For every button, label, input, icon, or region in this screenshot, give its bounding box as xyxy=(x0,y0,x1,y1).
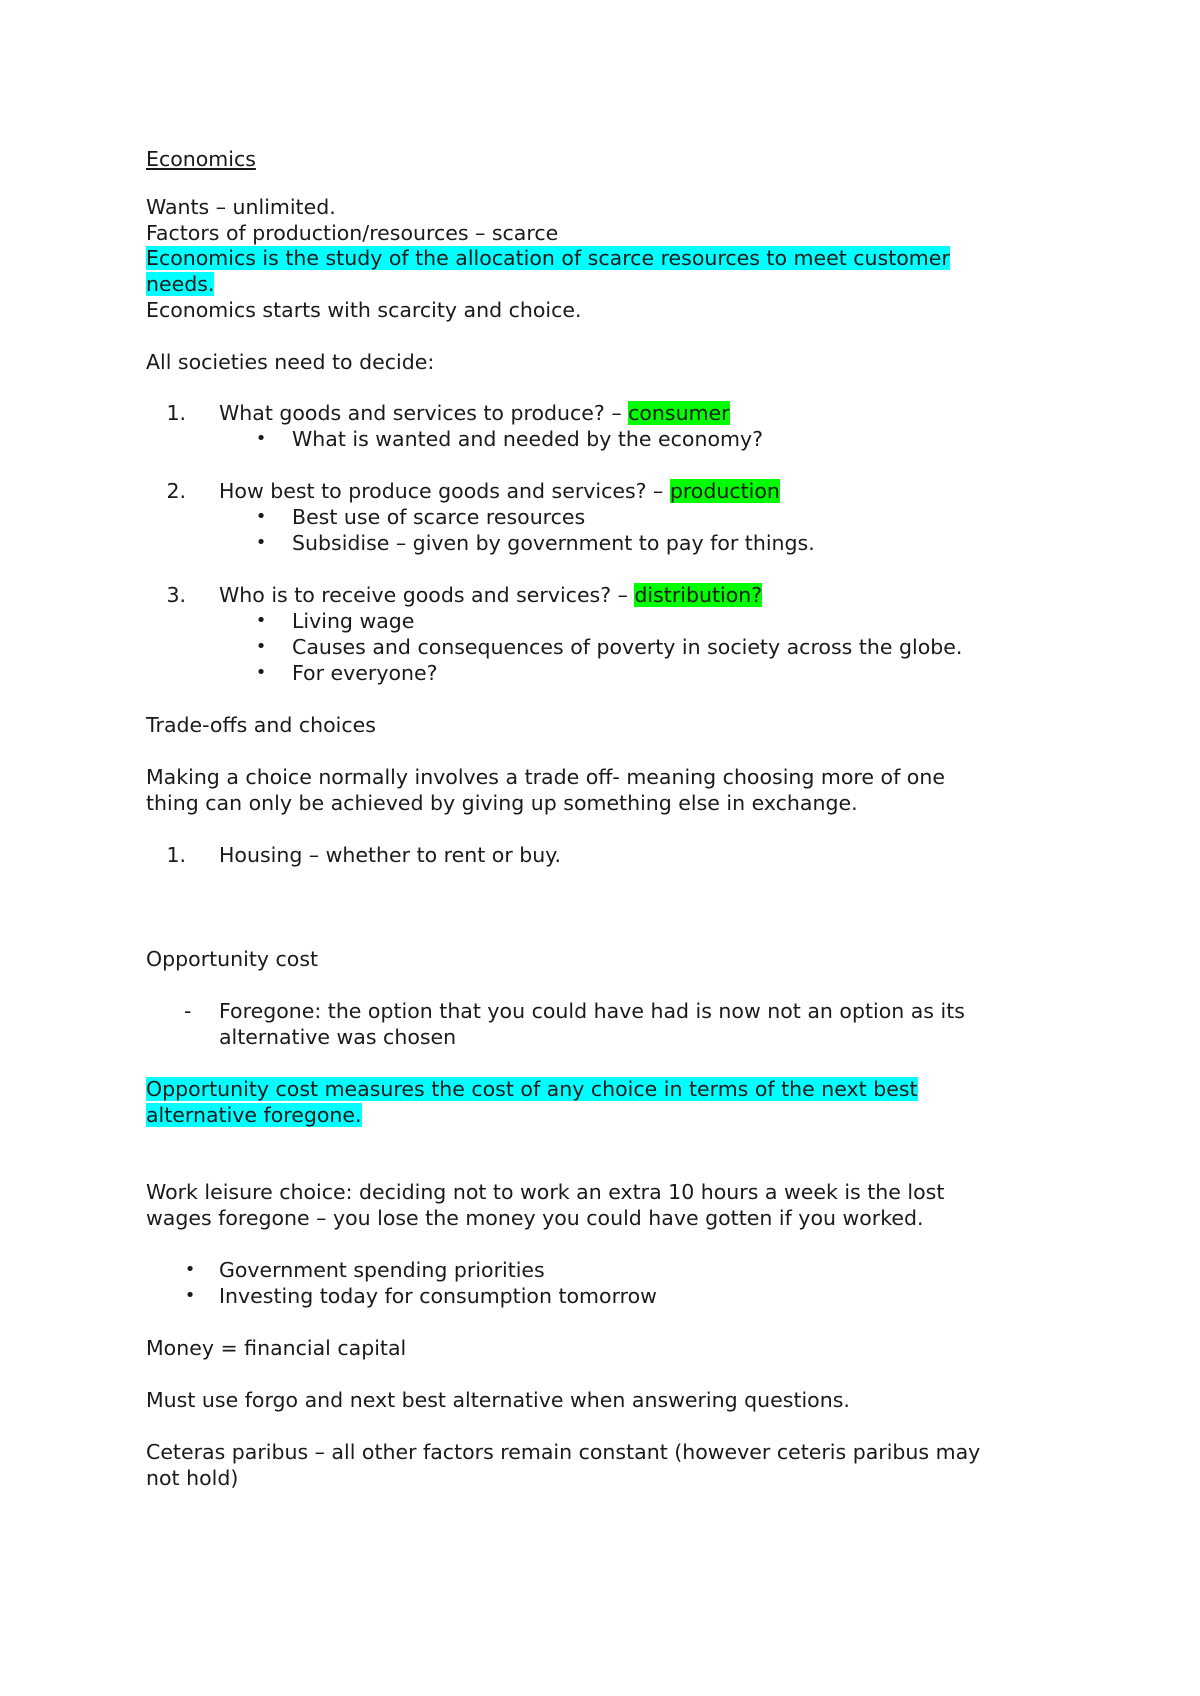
opportunity-definition-line-2 xyxy=(146,1102,362,1128)
item-text: Housing – whether to rent or buy. xyxy=(219,843,562,867)
bullet-icon: • xyxy=(184,1285,196,1306)
bullet-icon: • xyxy=(255,636,267,657)
tradeoffs-para-line-2: thing can only be achieved by giving up something else in exchange. xyxy=(146,791,858,815)
highlight-cyan: needs. xyxy=(146,272,215,296)
opportunity-heading: Opportunity cost xyxy=(146,947,319,971)
list-number: 3. xyxy=(166,583,186,607)
list-number: 1. xyxy=(166,401,186,425)
starts-line: Economics starts with scarcity and choice. xyxy=(146,298,582,322)
must-use-line: Must use forgo and next best alternative when answering questions. xyxy=(146,1388,850,1412)
bullet-text: Causes and consequences of poverty in society across the globe. xyxy=(292,635,963,659)
question-text: Who is to receive goods and services? – xyxy=(219,583,635,607)
question-text: How best to produce goods and services? – xyxy=(219,479,670,503)
list-number: 1. xyxy=(166,843,186,867)
societies-heading: All societies need to decide: xyxy=(146,350,435,374)
tradeoffs-para-line-1: Making a choice normally involves a trade off- meaning choosing more of one xyxy=(146,765,945,789)
work-leisure-line-1: Work leisure choice: deciding not to work an extra 10 hours a week is the lost xyxy=(146,1180,945,1204)
definition-line-1 xyxy=(146,245,950,271)
bullet-text: Government spending priorities xyxy=(219,1258,545,1282)
highlight-cyan: Opportunity cost measures the cost of any choice in terms of the next best xyxy=(146,1077,918,1101)
highlight-green: production xyxy=(669,479,780,503)
doc-title: Economics xyxy=(146,147,256,171)
bullet-text: Best use of scarce resources xyxy=(292,505,586,529)
bullet-text: Investing today for consumption tomorrow xyxy=(219,1284,657,1308)
highlight-cyan: Economics is the study of the allocation of scarce resources to meet customer xyxy=(146,246,950,270)
factors-line: Factors of production/resources – scarce xyxy=(146,221,559,245)
highlight-green: distribution? xyxy=(634,583,763,607)
ceteris-line-1: Ceteras paribus – all other factors remain constant (however ceteris paribus may xyxy=(146,1440,981,1464)
wants-line: Wants – unlimited. xyxy=(146,195,336,219)
work-leisure-line-2: wages foregone – you lose the money you could have gotten if you worked. xyxy=(146,1206,924,1230)
bullet-text: Living wage xyxy=(292,609,415,633)
money-line: Money = financial capital xyxy=(146,1336,407,1360)
tradeoffs-heading: Trade-offs and choices xyxy=(146,713,376,737)
bullet-icon: • xyxy=(255,610,267,631)
bullet-icon: • xyxy=(255,506,267,527)
list-number: 2. xyxy=(166,479,186,503)
dash-marker: - xyxy=(184,999,192,1023)
foregone-text: alternative was chosen xyxy=(219,1025,457,1049)
bullet-icon: • xyxy=(255,662,267,683)
opportunity-definition-line-1 xyxy=(146,1076,918,1102)
bullet-icon: • xyxy=(255,532,267,553)
bullet-text: Subsidise – given by government to pay for things. xyxy=(292,531,815,555)
bullet-text: What is wanted and needed by the economy? xyxy=(292,427,763,451)
bullet-icon: • xyxy=(184,1259,196,1280)
highlight-cyan: alternative foregone. xyxy=(146,1103,362,1127)
bullet-icon: • xyxy=(255,428,267,449)
bullet-text: For everyone? xyxy=(292,661,438,685)
ceteris-line-2: not hold) xyxy=(146,1466,239,1490)
question-text: What goods and services to produce? – xyxy=(219,401,629,425)
highlight-green: consumer xyxy=(628,401,730,425)
foregone-text: Foregone: the option that you could have had is now not an option as its xyxy=(219,999,965,1023)
definition-line-2 xyxy=(146,271,214,297)
